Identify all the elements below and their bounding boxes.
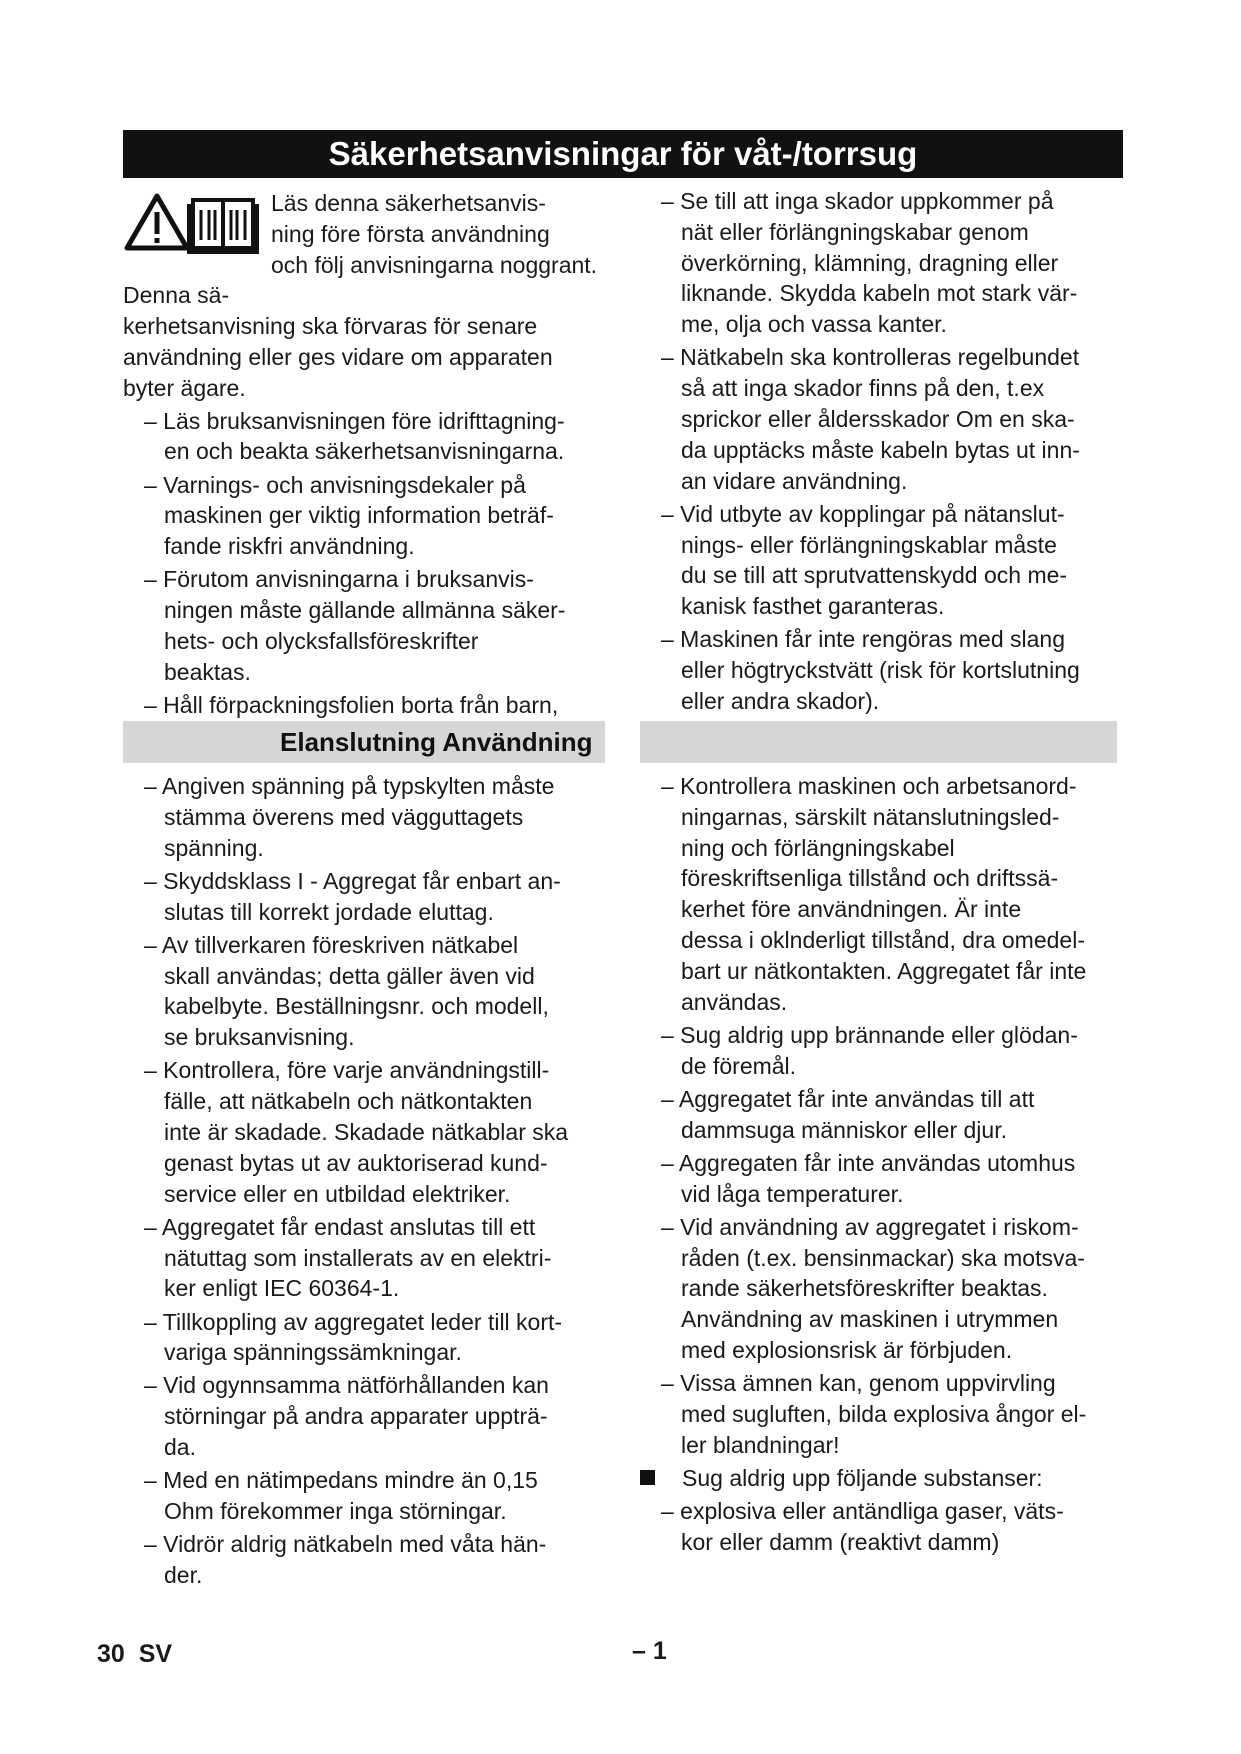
list-item: – Håll förpackningsfolien borta från barn, xyxy=(144,691,559,718)
warning-triangle-icon xyxy=(127,196,187,248)
list-item: – Skyddsklass I - Aggregat får enbart an- slutas till korrekt jordade eluttag. xyxy=(144,867,561,925)
list-item: – Maskinen får inte rengöras med slang eller högtryckstvätt (risk för kortslutning eller andra skador). xyxy=(661,626,1080,714)
list-item: – Kontrollera maskinen och arbetsanord- ningarnas, särskilt nätanslutningsled- ning och förlängningskabel föreskriftsenliga tillstånd och driftssä- kerhet före användningen. Är inte dessa i oklnderligt tillstånd, dra omedel- bart ur nätkontakten. Aggregatet får inte användas. xyxy=(661,773,1087,1015)
bullet-text: Sug aldrig upp följande substanser: xyxy=(682,1464,1043,1491)
list-item: – Se till att inga skador uppkommer på nät eller förlängningskabar genom överkörning, klämning, dragning eller liknande. Skydda kabeln mot stark vär- me, olja och vassa kanter. xyxy=(661,188,1078,338)
list-item: – Vissa ämnen kan, genom uppvirvling med sugluften, bilda explosiva ångor el- ler blandningar! xyxy=(661,1370,1087,1458)
warning-and-manual-icons xyxy=(123,192,263,254)
list-item: – Varnings- och anvisningsdekaler på maskinen ger viktig information beträf- fande riskfri användning. xyxy=(144,471,554,560)
list-item: – Vid användning av aggregatet i riskom- råden (t.ex. bensinmackar) ska motsva- rande säkerhetsföreskrifter beaktas. Användning av maskinen i utrymmen med explosionsrisk är förbjuden. xyxy=(661,1213,1085,1363)
section-heading: Elanslutning Användning xyxy=(280,727,593,757)
intro-paragraph xyxy=(123,188,603,404)
left-column-bottom xyxy=(123,771,603,1593)
footer-center-number: – 1 xyxy=(632,1637,667,1665)
intro-line: användning eller ges vidare om apparaten xyxy=(123,343,553,370)
list-item: – Tillkoppling av aggregatet leder till kort- variga spänningssämkningar. xyxy=(144,1308,563,1366)
page-title: Säkerhetsanvisningar för våt-/torrsug xyxy=(123,130,1123,178)
list-item: – Aggregatet får endast anslutas till ett nätuttag som installerats av en elektri- ker enligt IEC 60364-1. xyxy=(144,1213,552,1302)
open-book-icon xyxy=(189,200,257,252)
bullet-item xyxy=(640,1463,1120,1494)
page-number: 30 xyxy=(97,1640,125,1668)
right-column-top xyxy=(640,186,1120,719)
page-footer xyxy=(97,1640,172,1669)
language-code: SV xyxy=(138,1640,173,1668)
list-item: – Angiven spänning på typskylten måste stämma överens med vägguttagets spänning. xyxy=(144,773,555,861)
intro-line: Läs denna säkerhetsanvis- xyxy=(271,190,546,216)
square-bullet-icon xyxy=(640,1470,655,1485)
list-item: – Kontrollera, före varje användningstill- fälle, att nätkabeln och nätkontakten inte är skadade. Skadade nätkablar ska genast bytas ut av auktoriserad kund- service eller en utbildad elektriker. xyxy=(144,1057,569,1207)
list-item: – Vid utbyte av kopplingar på nätanslut- nings- eller förlängningskablar måste du se till att sprutvattenskydd och me- kanisk fasthet garanteras. xyxy=(661,500,1068,620)
list-item: – Aggregaten får inte användas utomhus vid låga temperaturer. xyxy=(661,1149,1076,1207)
list-item: – Vid ogynnsamma nätförhållanden kan störningar på andra apparater uppträ- da. xyxy=(144,1372,549,1461)
list-item: – Aggregatet får inte användas till att dammsuga människor eller djur. xyxy=(661,1085,1035,1143)
list-item: – Nätkabeln ska kontrolleras regelbundet så att inga skador finns på den, t.ex sprickor eller åldersskador Om en ska- da upptäcks måste kabeln bytas ut inn- an vidare användning. xyxy=(661,344,1080,494)
intro-line: och följ anvisningarna noggrant. Denna sä- xyxy=(123,251,598,309)
left-column-top xyxy=(123,188,603,754)
section-heading-bar xyxy=(123,721,605,763)
list-item: – explosiva eller antändliga gaser, väts- kor eller damm (reaktivt damm) xyxy=(661,1498,1064,1555)
intro-line: byter ägare. xyxy=(123,374,246,401)
list-item: – Sug aldrig upp brännande eller glödan- de föremål. xyxy=(661,1021,1078,1079)
section-heading-bar-right xyxy=(640,721,1117,763)
list-item: – Förutom anvisningarna i bruksanvis- ningen måste gällande allmänna säker- hets- och olycksfallsföreskrifter beaktas. xyxy=(144,566,566,685)
list-item: – Av tillverkaren föreskriven nätkabel skall användas; detta gäller även vid kabelbyte. Beställningsnr. och modell, se bruksanvisning. xyxy=(144,931,549,1051)
list-item: – Med en nätimpedans mindre än 0,15 Ohm förekommer inga störningar. xyxy=(144,1467,538,1525)
list-item: – Läs bruksanvisningen före idrifttagning- en och beakta säkerhetsanvisningarna. xyxy=(144,407,565,465)
right-column-bottom xyxy=(640,771,1120,1560)
list-item: – Vidrör aldrig nätkabeln med våta hän- der. xyxy=(144,1531,547,1589)
intro-line: ning före första användning xyxy=(271,220,550,247)
intro-line: kerhetsanvisning ska förvaras för senare xyxy=(123,313,538,340)
